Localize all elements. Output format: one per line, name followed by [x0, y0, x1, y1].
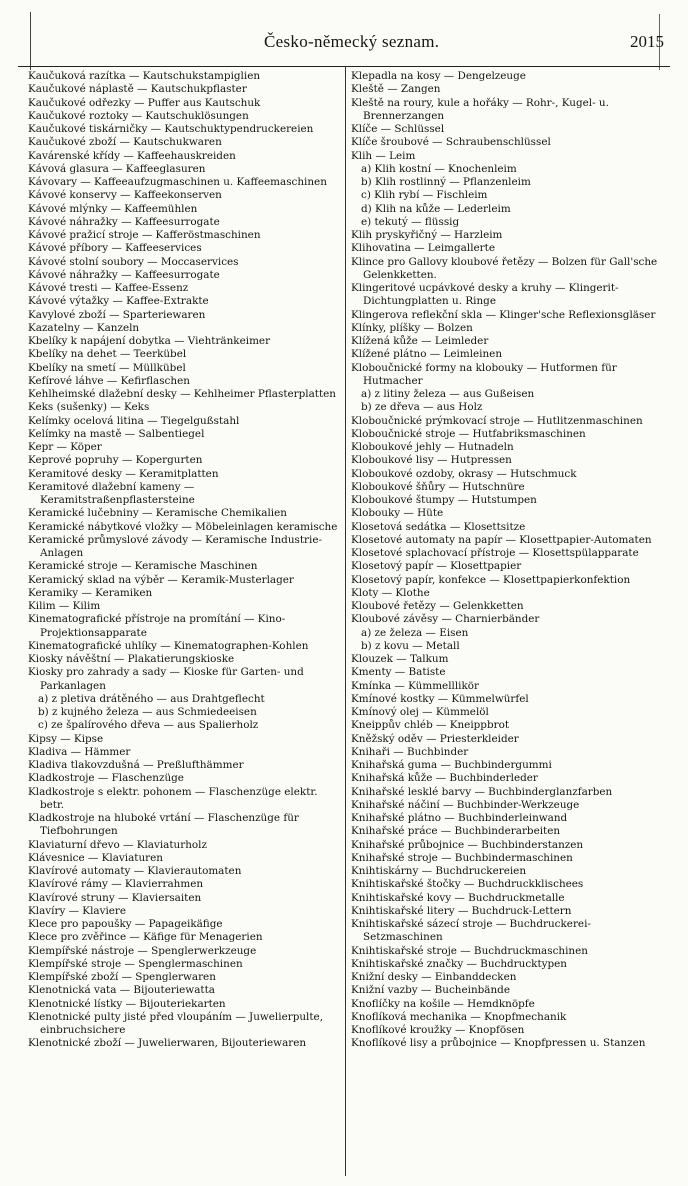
index-entry: Klihovatina — Leimgallerte — [351, 242, 495, 255]
index-entry: Kmínka — Kümmelllikör — [351, 679, 480, 692]
index-entry: Keramitové dlažební kameny — Keramitstraßenpflastersteine — [28, 480, 195, 506]
index-entry: Kávová glasura — Kaffeeglasuren — [28, 162, 206, 175]
index-entry: Knoflíkové kroužky — Knopfösen — [351, 1024, 525, 1036]
index-entry: Knihařské průbojnice — Buchbinderstanzen — [351, 838, 584, 851]
index-entry: Klepadla na kosy — Dengelzeuge — [351, 70, 526, 82]
index-entry: Knihtiskařské štočky — Buchdruckklischees — [351, 878, 584, 891]
index-entry: Kmínový olej — Kümmelöl — [351, 706, 489, 718]
index-entry: Kavylové zboží — Sparteriewaren — [28, 308, 206, 321]
index-entry: Klavírové automaty — Klavierautomaten — [28, 865, 242, 877]
index-entry: Kloboukové štumpy — Hutstumpen — [351, 494, 537, 506]
index-entry: b) z kovu — Metall — [361, 639, 460, 652]
index-entry: Kaučukové náplastě — Kautschukpflaster — [28, 83, 247, 96]
page-title: Česko-německý seznam. — [264, 32, 440, 51]
index-entry: b) Klih rostlinný — Pflanzenleim — [361, 176, 531, 188]
index-entry: Kaučuková razítka — Kautschukstampiglien — [28, 70, 261, 82]
index-entry: Knihtiskařské značky — Buchdrucktypen — [351, 957, 567, 970]
index-entry: Kloboukové ozdoby, okrasy — Hutschmuck — [351, 467, 577, 480]
index-entry: Kávové konservy — Kaffeekonserven — [28, 189, 222, 202]
index-entry: Kmenty — Batiste — [351, 666, 446, 679]
header-rule — [18, 66, 670, 67]
index-entry: Knihařské náčiní — Buchbinder-Werkzeuge — [351, 798, 580, 811]
index-entry: Kávové náhražky — Kaffeesurrogate — [28, 268, 220, 281]
index-entry: Klece pro zvěřince — Käfige für Menagerien — [28, 931, 263, 944]
index-entry: Keramický sklad na výběr — Keramik-Musterlager — [28, 573, 294, 586]
index-entry: Klingeritové ucpávkové desky a kruhy — Klingerit-Dichtungplatten u. Ringe — [351, 282, 619, 308]
index-entry: a) Klih kostní — Knochenleim — [361, 162, 517, 175]
index-entry: c) ze špalírového dřeva — aus Spalierholz — [38, 719, 259, 732]
index-entry: Knižní vazby — Bucheinbände — [351, 984, 510, 997]
index-entry: Knihařská guma — Buchbindergummi — [351, 759, 552, 771]
index-entry: Knihtiskařské stroje — Buchdruckmaschinen — [351, 944, 588, 957]
index-entry: Kaučukové odřezky — Puffer aus Kautschuk — [28, 96, 261, 109]
index-entry: Kiosky návěštní — Plakatierungskioske — [28, 653, 235, 665]
index-entry: Klingerova reflekční skla — Klinger'sche Reflexionsgläser — [351, 308, 656, 321]
index-entry: Klih pryskyřičný — Harzleim — [351, 229, 503, 241]
left-column — [28, 70, 340, 1051]
index-entry: Klavírové struny — Klaviersaiten — [28, 891, 202, 904]
index-entry: Klenotnické pulty jisté před vloupáním — Juwelierpulte, einbruchsichere — [28, 1010, 323, 1036]
index-entry: Kleště — Zangen — [351, 83, 441, 96]
index-entry: Knihařské stroje — Buchbindermaschinen — [351, 851, 573, 864]
index-entry: Kavárenské křídy — Kaffeehauskreiden — [28, 149, 236, 162]
index-entry: a) z litiny železa — aus Gußeisen — [361, 388, 535, 400]
index-entry: Kávové tresti — Kaffee-Essenz — [28, 282, 189, 294]
index-entry: Kbelíky k napájení dobytka — Viehtränkeimer — [28, 335, 271, 347]
index-entry: Klih — Leim — [351, 149, 416, 162]
index-entry: Kladiva tlakovzdušná — Preßlufthämmer — [28, 759, 244, 771]
index-entry: Kávovary — Kaffeeaufzugmaschinen u. Kaffeemaschinen — [28, 176, 327, 188]
index-entry: Keramické průmyslové závody — Keramische Industrie-Anlagen — [28, 533, 322, 559]
index-entry: Knihařské lesklé barvy — Buchbinderglanzfarben — [351, 785, 613, 798]
index-entry: Knoflíčky na košile — Hemdknöpfe — [351, 997, 535, 1010]
index-entry: Keramiky — Keramiken — [28, 586, 153, 599]
index-entry: Kloboučnické stroje — Hutfabriksmaschinen — [351, 427, 586, 440]
index-entry: Kloty — Klothe — [351, 586, 430, 599]
index-entry: Kilim — Kilim — [28, 600, 101, 612]
index-entry: Kávové mlýnky — Kaffeemühlen — [28, 202, 198, 215]
index-entry: Kloboukové lisy — Hutpressen — [351, 454, 512, 467]
index-entry: Knoflíková mechanika — Knopfmechanik — [351, 1010, 567, 1023]
index-entry: Knihtiskařské litery — Buchdruck-Lettern — [351, 904, 572, 917]
index-entry: Kazatelny — Kanzeln — [28, 321, 140, 334]
index-entry: Kloboukové šňůry — Hutschnüre — [351, 480, 525, 493]
index-entry: Klíče — Schlüssel — [351, 123, 445, 135]
index-entry: Klenotnická vata — Bijouteriewatta — [28, 984, 215, 997]
index-entry: Klece pro papoušky — Papageikäfige — [28, 918, 223, 930]
index-entry: Klempířské zboží — Spenglerwaren — [28, 971, 216, 983]
index-entry: Kladiva — Hämmer — [28, 745, 131, 758]
index-entry: Klíče šroubové — Schraubenschlüssel — [351, 136, 551, 149]
index-entry: Klavíry — Klaviere — [28, 904, 127, 917]
index-entry: Kávové stolní soubory — Moccaservices — [28, 255, 239, 268]
index-entry: e) tekutý — flüssig — [361, 215, 460, 228]
right-column — [351, 70, 664, 1051]
index-entry: Kloubové závěsy — Charnierbänder — [351, 613, 540, 626]
index-entry: Klosetové automaty na papír — Klosettpapier-Automaten — [351, 533, 652, 546]
index-entry: Keramické nábytkové vložky — Möbeleinlagen keramische — [28, 520, 338, 533]
index-entry: Kbelíky na smetí — Müllkübel — [28, 361, 186, 374]
index-entry: Kleště na roury, kule a hořáky — Rohr-, Kugel- u. Brennerzangen — [351, 96, 609, 122]
index-entry: Kladkostroje — Flaschenzüge — [28, 772, 184, 785]
index-entry: Kněžský oděv — Priesterkleider — [351, 732, 519, 745]
index-entry: Knihtiskárny — Buchdruckereien — [351, 865, 527, 877]
index-entry: Keramitové desky — Keramitplatten — [28, 467, 219, 480]
index-entry: Klavírové rámy — Klavierrahmen — [28, 878, 204, 891]
index-entry: Kladkostroje na hluboké vrtání — Flaschenzüge für Tiefbohrungen — [28, 812, 299, 838]
index-entry: Knižní desky — Einbanddecken — [351, 971, 517, 983]
page-header — [18, 32, 670, 62]
index-entry: Kepr — Köper — [28, 441, 102, 453]
index-entry: Kladkostroje s elektr. pohonem — Flaschenzüge elektr. betr. — [28, 785, 318, 811]
index-entry: Klávesnice — Klaviaturen — [28, 851, 163, 864]
index-entry: Klížené plátno — Leimleinen — [351, 348, 503, 361]
index-entry: Kehlheimské dlažební desky — Kehlheimer Pflasterplatten — [28, 388, 336, 400]
index-entry: Kinematografické uhlíky — Kinematographen-Kohlen — [28, 639, 309, 652]
index-entry: Klosetová sedátka — Klosettsitze — [351, 520, 526, 533]
index-entry: Kelímky ocelová litina — Tiegelgußstahl — [28, 414, 240, 427]
index-entry: Kloboučnické formy na klobouky — Hutformen für Hutmacher — [351, 361, 617, 387]
column-divider — [345, 66, 346, 1176]
index-entry: c) Klih rybí — Fischleim — [361, 189, 488, 202]
index-entry: Kávové výtažky — Kaffee-Extrakte — [28, 295, 209, 308]
index-entry: Klempířské nástroje — Spenglerwerkzeuge — [28, 944, 257, 957]
index-entry: Klenotnické zboží — Juwelierwaren, Bijouteriewaren — [28, 1037, 307, 1050]
index-entry: Knihtiskařské kovy — Buchdruckmetalle — [351, 891, 565, 904]
index-entry: Knihařské práce — Buchbinderarbeiten — [351, 825, 561, 838]
index-entry: Kiosky pro zahrady a sady — Kioske für Garten- und Parkanlagen — [28, 666, 304, 692]
index-entry: Kneippův chléb — Kneippbrot — [351, 719, 510, 732]
index-entry: a) ze železa — Eisen — [361, 626, 469, 639]
index-entry: b) ze dřeva — aus Holz — [361, 401, 483, 414]
index-entry: a) z pletiva drátěného — aus Drahtgeflecht — [38, 692, 265, 705]
index-entry: b) z kujného železa — aus Schmiedeeisen — [38, 706, 257, 718]
index-entry: Klobouky — Hüte — [351, 507, 444, 520]
index-entry: Klížená kůže — Leimleder — [351, 335, 489, 347]
index-entry: Klosetový papír, konfekce — Klosettpapierkonfektion — [351, 573, 631, 586]
index-entry: Kelímky na mastě — Salbentiegel — [28, 427, 205, 440]
index-entry: Keprové popruhy — Kopergurten — [28, 454, 203, 467]
index-entry: d) Klih na kůže — Lederleim — [361, 202, 511, 215]
index-entry: Kávové náhražky — Kaffeesurrogate — [28, 215, 220, 228]
index-entry: Knihařské plátno — Buchbinderleinwand — [351, 812, 568, 824]
index-entry: Kloboukové jehly — Hutnadeln — [351, 441, 514, 453]
index-entry: Klempířské stroje — Spenglermaschinen — [28, 957, 243, 970]
index-entry: Klínky, plíšky — Bolzen — [351, 321, 473, 334]
index-entry: Kaučukové roztoky — Kautschuklösungen — [28, 109, 249, 122]
index-entry: Knihaři — Buchbinder — [351, 745, 469, 758]
index-entry: Keks (sušenky) — Keks — [28, 401, 150, 414]
index-entry: Keramické lučebniny — Keramische Chemikalien — [28, 507, 287, 520]
index-entry: Kbelíky na dehet — Teerkübel — [28, 348, 187, 361]
page-number: 2015 — [630, 32, 664, 51]
index-entry: Knihařská kůže — Buchbinderleder — [351, 772, 538, 785]
index-entry: Klosetový papír — Klosettpapier — [351, 560, 522, 573]
index-entry: Kipsy — Kipse — [28, 732, 104, 745]
index-entry: Klosetové splachovací přístroje — Klosettspülapparate — [351, 547, 639, 559]
index-entry: Kefírové láhve — Kefirflaschen — [28, 374, 190, 387]
index-entry: Keramické stroje — Keramische Maschinen — [28, 560, 258, 573]
index-entry: Kávové pražicí stroje — Kafferöstmaschinen — [28, 229, 261, 241]
index-entry: Kaučukové zboží — Kautschukwaren — [28, 136, 222, 149]
index-entry: Kaučukové tiskárničky — Kautschuktypendruckereien — [28, 123, 314, 135]
index-entry: Klaviaturní dřevo — Klaviaturholz — [28, 838, 207, 851]
index-entry: Kmínové kostky — Kümmelwürfel — [351, 692, 529, 705]
index-entry: Knihtiskařské sázecí stroje — Buchdruckerei-Setzmaschinen — [351, 918, 591, 944]
index-entry: Klince pro Gallovy kloubové řetězy — Bolzen für Gall'sche Gelenkketten. — [351, 255, 658, 281]
index-entry: Knoflíkové lisy a průbojnice — Knopfpressen u. Stanzen — [351, 1037, 646, 1050]
index-entry: Kloboučnické prýmkovací stroje — Hutlitzenmaschinen — [351, 414, 643, 427]
index-entry: Klouzek — Talkum — [351, 653, 449, 665]
index-entry: Kávové příbory — Kaffeeservices — [28, 242, 202, 255]
index-entry: Kloubové řetězy — Gelenkketten — [351, 600, 524, 612]
index-entry: Klenotnické lístky — Bijouteriekarten — [28, 997, 226, 1010]
index-entry: Kinematografické přístroje na promítání — Kino-Projektionsapparate — [28, 613, 286, 639]
